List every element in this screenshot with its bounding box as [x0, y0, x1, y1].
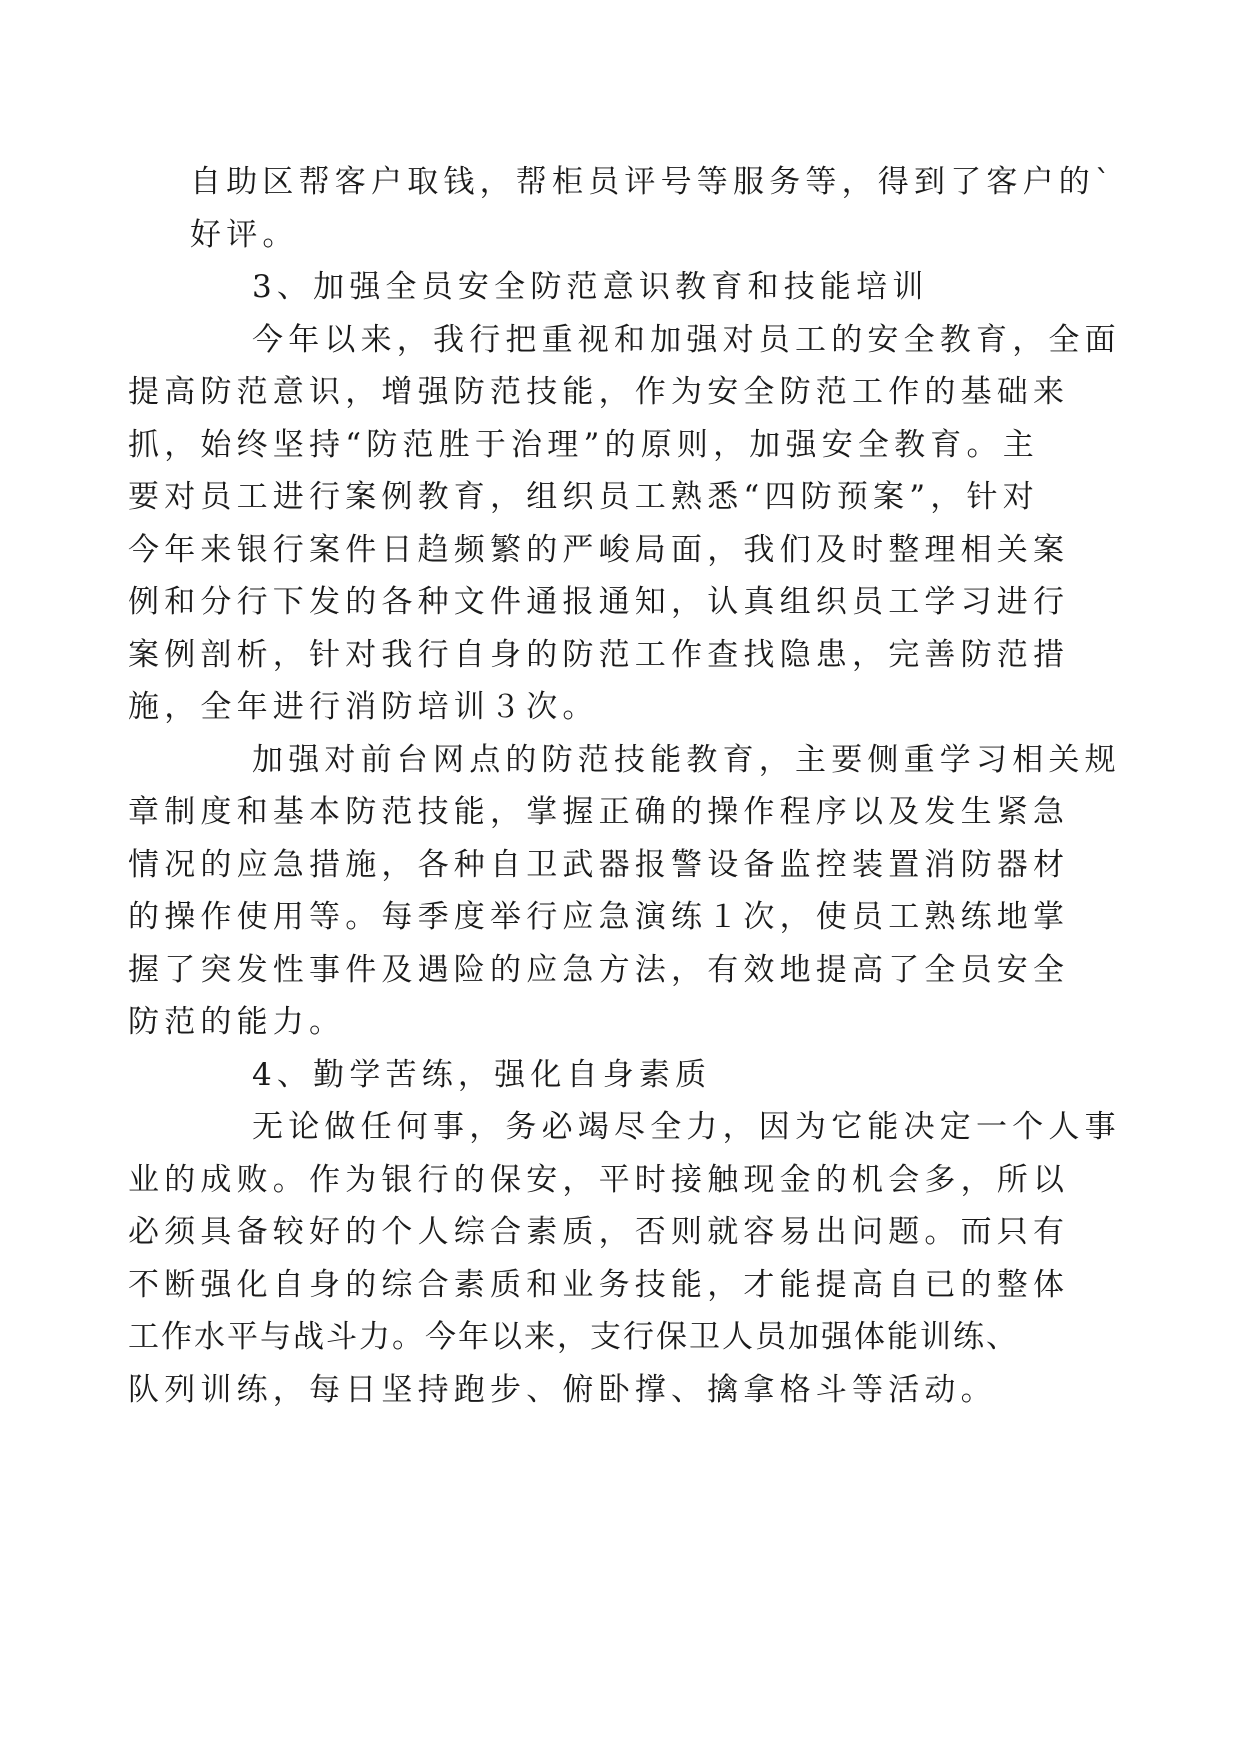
paragraph-self-improvement — [128, 1101, 1121, 1416]
text-line: 必须具备较好的个人综合素质，否则就容易出问题。而只有 — [128, 1214, 1070, 1250]
text-line: 今年来银行案件日趋频繁的严峻局面，我们及时整理相关案 — [128, 531, 1070, 568]
document-body — [128, 156, 1121, 1416]
text-line: 工作水平与战斗力。今年以来，支行保卫人员加强体能训练、 — [128, 1319, 1019, 1355]
text-line: 抓，始终坚持“防范胜于治理”的原则，加强安全教育。主 — [128, 426, 1039, 463]
text-line: 好评。 — [190, 216, 299, 253]
text-line: 不断强化自身的综合素质和业务技能，才能提高自已的整体 — [128, 1266, 1070, 1303]
text-line: 今年以来，我行把重视和加强对员工的安全教育，全面 — [252, 321, 1121, 358]
text-line: 施，全年进行消防培训３次。 — [128, 689, 599, 725]
text-line: 要对员工进行案例教育，组织员工熟悉“四防预案”，针对 — [128, 479, 1039, 515]
text-line: 例和分行下发的各种文件通报通知，认真组织员工学习进行 — [128, 584, 1070, 620]
section-heading-3 — [190, 261, 1055, 314]
text-line: 提高防范意识，增强防范技能，作为安全防范工作的基础来 — [128, 374, 1070, 410]
text-line: 无论做任何事，务必竭尽全力，因为它能决定一个人事 — [252, 1109, 1121, 1145]
text-line: 情况的应急措施，各种自卫武器报警设备监控装置消防器材 — [128, 846, 1070, 883]
text-line: 案例剖析，针对我行自身的防范工作查找隐患，完善防范措 — [128, 636, 1070, 673]
text-line: 章制度和基本防范技能，掌握正确的操作程序以及发生紧急 — [128, 794, 1070, 830]
text-line: 的操作使用等。每季度举行应急演练１次，使员工熟练地掌 — [128, 899, 1070, 935]
paragraph-frontdesk-skills — [128, 734, 1121, 1049]
paragraph-service-praise — [190, 156, 1116, 261]
text-line: 防范的能力。 — [128, 1004, 346, 1040]
text-line: 业的成败。作为银行的保安，平时接触现金的机会多，所以 — [128, 1161, 1070, 1198]
heading-text: 4、勤学苦练，强化自身素质 — [252, 1056, 712, 1093]
text-line: 队列训练，每日坚持跑步、俯卧撑、擒拿格斗等活动。 — [128, 1371, 997, 1408]
text-line: 握了突发性事件及遇险的应急方法，有效地提高了全员安全 — [128, 951, 1070, 988]
heading-text: 3、加强全员安全防范意识教育和技能培训 — [252, 269, 929, 305]
paragraph-safety-education — [128, 314, 1121, 734]
text-line: 加强对前台网点的防范技能教育，主要侧重学习相关规 — [252, 741, 1121, 778]
section-heading-4 — [190, 1049, 1055, 1102]
text-line: 自助区帮客户取钱，帮柜员评号等服务等，得到了客户的` — [190, 164, 1116, 200]
